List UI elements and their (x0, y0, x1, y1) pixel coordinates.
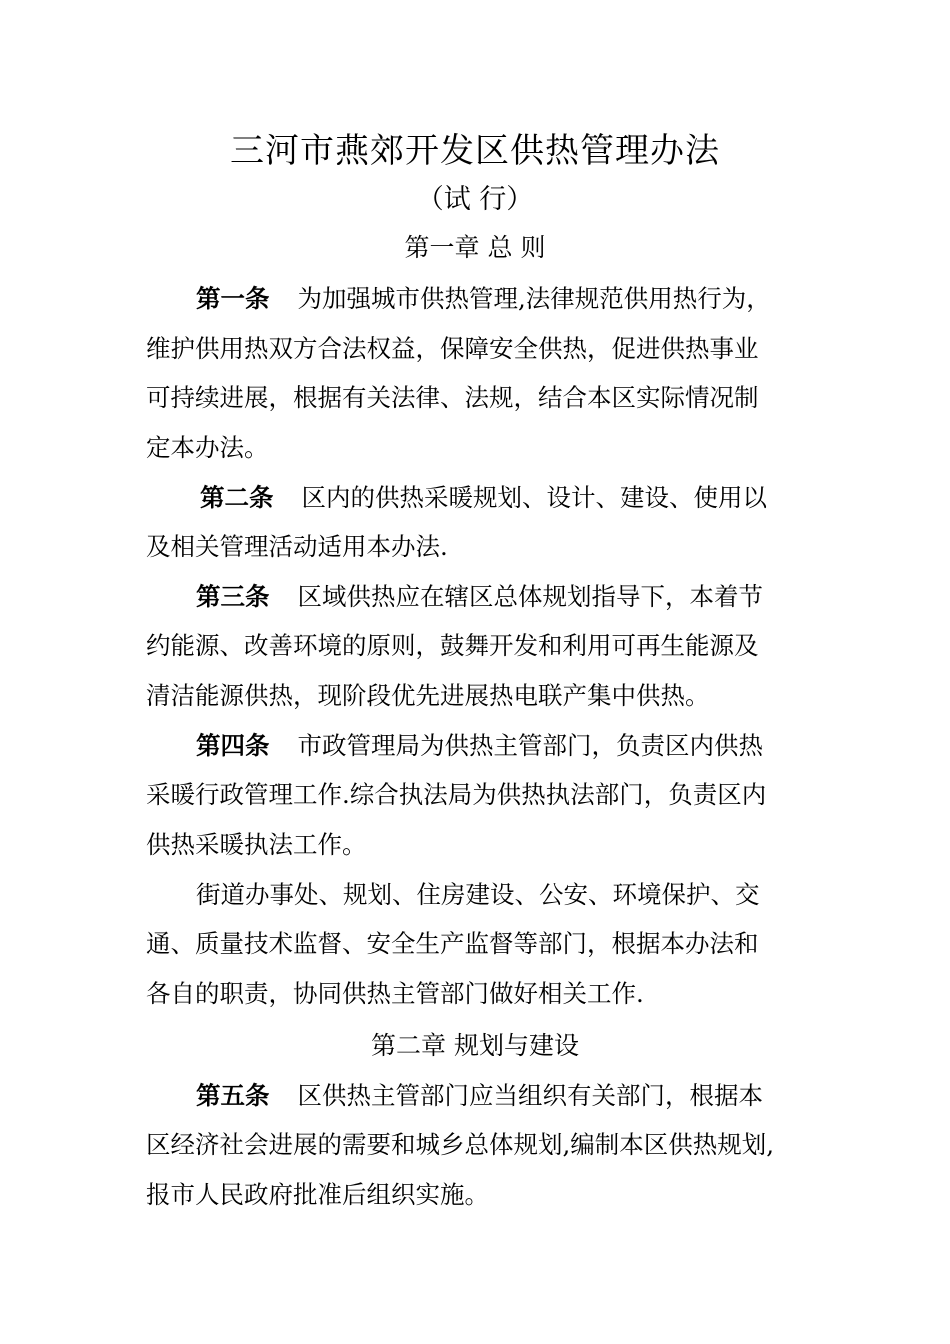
article-3-line-1 (196, 577, 763, 617)
article-4-para-2-line-2: 通、质量技术监督、安全生产监督等部门，根据本办法和 (146, 929, 759, 958)
article-4-text-1: 市政管理局为供热主管部门，负责区内供热 (297, 731, 763, 760)
article-5-text-1: 区供热主管部门应当组织有关部门，根据本 (297, 1081, 763, 1110)
article-4-line-1 (196, 726, 763, 766)
article-2-label: 第二条 (200, 483, 274, 512)
document-subtitle: （试 行） (416, 184, 534, 215)
article-3-text-1: 区域供热应在辖区总体规划指导下，本着节 (297, 582, 763, 611)
article-1-line-1 (196, 279, 771, 319)
article-3-label: 第三条 (196, 582, 270, 611)
article-5-line-1 (196, 1076, 763, 1116)
article-5-label: 第五条 (196, 1081, 270, 1110)
chapter-2-heading: 第二章 规划与建设 (371, 1031, 579, 1060)
article-4-para-2-line-1: 街道办事处、规划、住房建设、公安、环境保护、交 (196, 880, 760, 909)
chapter-1-heading: 第一章 总 则 (404, 233, 546, 262)
article-3-line-3: 清洁能源供热，现阶段优先进展热电联产集中供热。 (146, 681, 710, 710)
article-5-line-3: 报市人民政府批准后组织实施。 (146, 1180, 489, 1209)
article-1-text-1: 为加强城市供热管理,法律规范供用热行为， (297, 284, 771, 313)
article-3-line-2: 约能源、改善环境的原则，鼓舞开发和利用可再生能源及 (146, 631, 759, 660)
article-1-line-2: 维护供用热双方合法权益，保障安全供热，促进供热事业 (146, 334, 759, 363)
article-2-line-1 (200, 478, 767, 518)
document-title: 三河市燕郊开发区供热管理办法 (230, 131, 720, 171)
article-4-line-2: 采暖行政管理工作.综合执法局为供热执法部门，负责区内 (146, 780, 767, 809)
article-1-line-4: 定本办法。 (146, 433, 269, 462)
article-1-line-3: 可持续进展，根据有关法律、法规，结合本区实际情况制 (146, 383, 759, 412)
article-4-para-2-line-3: 各自的职责，协同供热主管部门做好相关工作. (146, 979, 644, 1008)
article-4-label: 第四条 (196, 731, 270, 760)
article-1-label: 第一条 (196, 284, 270, 313)
article-2-text-1: 区内的供热采暖规划、设计、建设、使用以 (301, 483, 767, 512)
article-5-line-2: 区经济社会进展的需要和城乡总体规划,编制本区供热规划, (146, 1130, 775, 1159)
article-4-line-3: 供热采暖执法工作。 (146, 830, 367, 859)
article-2-line-2: 及相关管理活动适用本办法. (146, 532, 448, 561)
